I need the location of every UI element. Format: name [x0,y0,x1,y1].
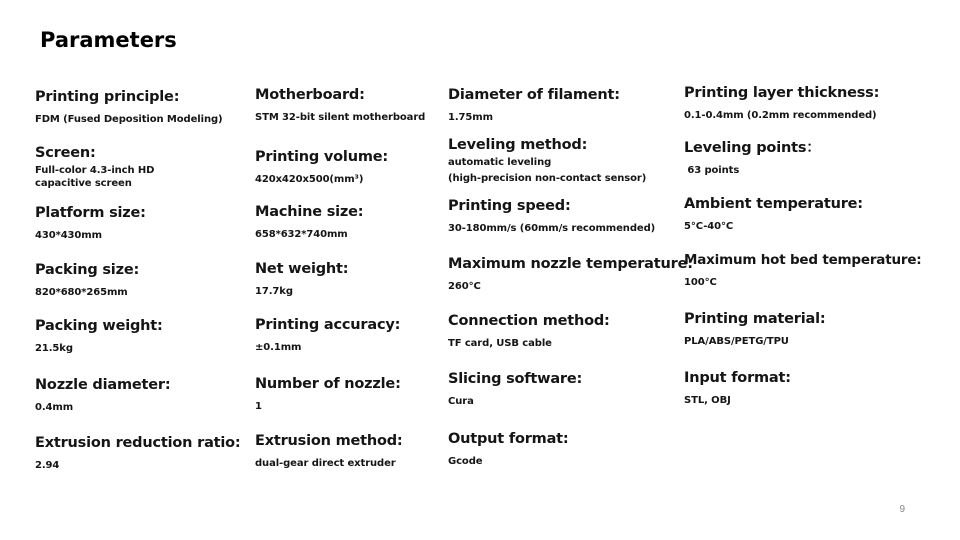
spec-label: Nozzle diameter: [35,377,171,393]
spec-value: 100°C [684,277,717,288]
spec-label: Printing volume: [255,149,388,165]
spec-platform-size [35,204,146,242]
spec-value: 21.5kg [35,343,73,354]
spec-output-format [448,430,569,468]
spec-nozzle-diameter [35,376,170,414]
spec-value: PLA/ABS/PETG/TPU [684,336,789,347]
spec-label: Packing weight: [35,318,163,334]
spec-value: 0.4mm [35,402,74,413]
spec-value: 1 [255,401,262,412]
spec-label: Connection method: [448,313,610,329]
spec-value: Gcode [448,456,483,467]
spec-slicing-software [448,370,582,408]
spec-value: 430*430mm [35,230,102,241]
spec-value: 63 points [684,165,740,176]
spec-label: Printing principle: [35,89,180,105]
spec-label: Printing material: [684,311,826,327]
spec-label: Packing size: [35,262,140,278]
spec-value: Cura [448,396,474,407]
spec-label: Leveling method: [448,137,588,153]
spec-value: Full-color 4.3-inch HD [35,165,155,176]
spec-value: automatic leveling [448,157,552,168]
spec-value: 820*680*265mm [35,287,128,298]
spec-label: Extrusion reduction ratio: [35,435,241,451]
spec-value: 260°C [448,281,481,292]
spec-value: STL, OBJ [684,395,731,406]
spec-motherboard [255,86,425,124]
spec-label: Maximum hot bed temperature: [684,252,922,268]
spec-label: Screen: [35,145,96,161]
spec-max-nozzle-temperature [448,255,693,293]
spec-label: Net weight: [255,261,349,277]
spec-screen [35,144,154,190]
spec-printing-speed [448,197,655,235]
spec-label: Output format: [448,431,569,447]
spec-number-of-nozzle [255,375,401,413]
spec-value: dual-gear direct extruder [255,458,396,469]
page-title: Parameters [40,28,177,52]
spec-value: 5°C-40°C [684,221,734,232]
spec-packing-weight [35,317,163,355]
spec-value: STM 32-bit silent motherboard [255,112,426,123]
spec-packing-size [35,261,139,299]
spec-printing-material [684,310,825,348]
spec-extrusion-reduction-ratio [35,434,241,472]
spec-label: Extrusion method: [255,433,403,449]
spec-label: Diameter of filament: [448,87,620,103]
spec-printing-volume [255,148,388,186]
spec-leveling-points [684,139,821,177]
spec-printing-layer-thickness [684,84,879,122]
spec-label: Input format: [684,370,791,386]
spec-printing-principle [35,88,223,126]
spec-value: 30-180mm/s (60mm/s recommended) [448,223,656,234]
spec-printing-accuracy [255,316,400,354]
spec-extrusion-method [255,432,403,470]
spec-label: Ambient temperature: [684,196,863,212]
spec-value: 17.7kg [255,286,293,297]
spec-ambient-temperature [684,195,863,233]
spec-value: 1.75mm [448,112,493,123]
spec-label: Maximum nozzle temperature: [448,256,693,272]
spec-value: TF card, USB cable [448,338,552,349]
spec-max-hot-bed-temperature [684,251,922,289]
spec-label: Printing accuracy: [255,317,401,333]
spec-leveling-method [448,136,646,185]
spec-label: Number of nozzle: [255,376,401,392]
spec-input-format [684,369,791,407]
spec-label: Slicing software: [448,371,583,387]
spec-value: FDM (Fused Deposition Modeling) [35,114,223,125]
spec-label: Leveling points： [684,140,821,156]
spec-diameter-of-filament [448,86,620,124]
spec-label: Platform size: [35,205,146,221]
spec-value: 0.1-0.4mm (0.2mm recommended) [684,110,877,121]
spec-label: Printing layer thickness: [684,85,880,101]
spec-value-line-2: (high-precision non-contact sensor) [448,173,647,184]
spec-value: 420x420x500(mm³) [255,174,364,185]
spec-machine-size [255,203,363,241]
spec-value: ±0.1mm [255,342,302,353]
page-number: 9 [899,504,905,515]
spec-label: Motherboard: [255,87,365,103]
spec-net-weight [255,260,348,298]
spec-label: Printing speed: [448,198,571,214]
spec-value: 658*632*740mm [255,229,348,240]
spec-label: Machine size: [255,204,364,220]
spec-connection-method [448,312,610,350]
spec-value: 2.94 [35,460,60,471]
spec-value-line-2: capacitive screen [35,178,132,189]
